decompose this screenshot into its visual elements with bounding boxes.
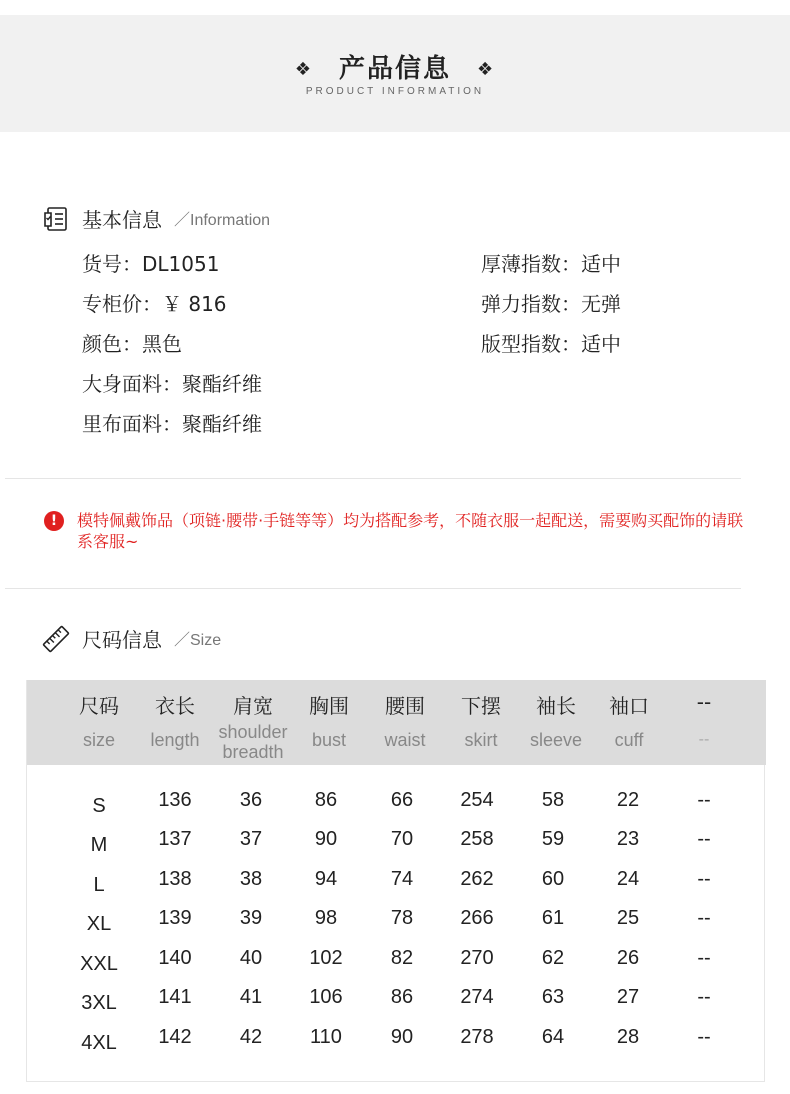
cell-cuff: 28 [616, 1026, 640, 1048]
cell-skirt: 266 [460, 907, 494, 929]
cell-cuff: 22 [616, 789, 640, 811]
cell-bust: 110 [310, 1026, 342, 1048]
cell-waist: 70 [390, 828, 414, 850]
cell-waist: 78 [390, 907, 414, 929]
cell-cuff: 23 [616, 828, 640, 850]
cell-sleeve: 64 [541, 1026, 565, 1048]
cell-skirt: 274 [460, 986, 494, 1008]
cell-bust: 102 [309, 947, 343, 969]
cell-shoulder: 39 [239, 907, 263, 929]
table-row [27, 938, 766, 978]
cell-shoulder: 38 [239, 868, 263, 890]
cell-size: 4XL [81, 1032, 117, 1054]
table-row [27, 859, 766, 899]
cell-sleeve: 60 [541, 868, 565, 890]
cell-size: XL [86, 913, 112, 935]
info-item-thickness: 厚薄指数：适中 [481, 252, 621, 276]
info-item-lining-fabric: 里布面料：聚酯纤维 [82, 412, 262, 436]
cell-length: 138 [158, 868, 192, 890]
cell-shoulder: 41 [239, 986, 263, 1008]
cell-sleeve: 59 [541, 828, 565, 850]
cell-size: S [92, 795, 106, 817]
cell-size: 3XL [81, 992, 117, 1014]
basic-info-heading [42, 204, 270, 233]
cell-cuff: 26 [616, 947, 640, 969]
size-table [26, 680, 765, 1082]
info-item-color: 颜色：黑色 [82, 332, 182, 356]
cell-shoulder: 36 [239, 789, 263, 811]
cell-waist: 86 [390, 986, 414, 1008]
table-row [27, 898, 766, 938]
info-item-price: 专柜价：￥ 816 [82, 292, 227, 316]
table-row [27, 819, 766, 859]
cell-size: M [90, 834, 108, 856]
cell-sleeve: 63 [541, 986, 565, 1008]
cell-cuff: 27 [616, 986, 640, 1008]
cell-skirt: 258 [460, 828, 494, 850]
divider [5, 588, 741, 589]
cell-length: 137 [158, 828, 192, 850]
size-info-title: 尺码信息 [82, 628, 162, 652]
cell-skirt: 278 [460, 1026, 494, 1048]
cell-waist: 66 [390, 789, 414, 811]
info-item-sku: 货号：DL1051 [82, 252, 220, 276]
cell-cuff: 25 [616, 907, 640, 929]
notice-text: 模特佩戴饰品（项链·腰带·手链等等）均为搭配参考，不随衣服一起配送，需要购买配饰的请联系客服~ [77, 511, 744, 551]
basic-info-subtitle: ／Information [174, 212, 271, 229]
size-table-header: 尺码 size 衣长 length 肩宽 shoulder breadth 胸围 bust 腰围 waist 下摆 skirt 袖长 sleeve 袖口 cuff -- -- [27, 680, 766, 765]
table-row [27, 780, 766, 820]
cell-extra: -- [697, 828, 711, 850]
cell-skirt: 262 [460, 868, 494, 890]
cell-extra: -- [697, 1026, 711, 1048]
cell-skirt: 270 [460, 947, 494, 969]
cell-extra: -- [697, 868, 711, 890]
table-row [27, 1017, 766, 1057]
basic-info-title: 基本信息 [82, 208, 162, 232]
cell-size: XXL [80, 953, 118, 975]
cell-bust: 90 [314, 828, 338, 850]
cell-skirt: 254 [460, 789, 494, 811]
diamond-ornament-left-icon: ❖ [294, 59, 313, 80]
ruler-icon [42, 625, 70, 653]
document-list-icon [42, 205, 70, 233]
page-subtitle: PRODUCT INFORMATION [305, 86, 485, 97]
cell-bust: 94 [314, 868, 338, 890]
cell-extra: -- [697, 789, 711, 811]
basic-info-left-list [82, 244, 262, 444]
cell-shoulder: 42 [239, 1026, 263, 1048]
cell-shoulder: 40 [239, 947, 263, 969]
cell-length: 141 [158, 986, 192, 1008]
cell-cuff: 24 [616, 868, 640, 890]
cell-waist: 82 [390, 947, 414, 969]
page-title: 产品信息 [338, 54, 451, 84]
cell-size: L [93, 874, 105, 896]
cell-extra: -- [697, 947, 711, 969]
info-item-elasticity: 弹力指数：无弹 [481, 292, 621, 316]
cell-length: 140 [158, 947, 192, 969]
exclamation-circle-icon: ! [44, 511, 64, 531]
basic-info-right-list [481, 244, 621, 364]
table-row [27, 977, 766, 1017]
page-title-row [0, 48, 790, 85]
cell-sleeve: 58 [541, 789, 565, 811]
cell-waist: 90 [390, 1026, 414, 1048]
cell-bust: 86 [314, 789, 338, 811]
cell-length: 139 [158, 907, 192, 929]
size-info-subtitle: ／Size [174, 632, 222, 649]
cell-extra: -- [697, 907, 711, 929]
cell-extra: -- [697, 986, 711, 1008]
cell-bust: 106 [309, 986, 343, 1008]
cell-length: 142 [158, 1026, 192, 1048]
cell-shoulder: 37 [239, 828, 263, 850]
cell-sleeve: 62 [541, 947, 565, 969]
divider [5, 478, 741, 479]
cell-sleeve: 61 [541, 907, 565, 929]
size-info-heading [42, 624, 221, 653]
cell-waist: 74 [390, 868, 414, 890]
info-item-outer-fabric: 大身面料：聚酯纤维 [82, 372, 262, 396]
cell-bust: 98 [314, 907, 338, 929]
diamond-ornament-right-icon: ❖ [477, 59, 496, 80]
accessory-notice [44, 510, 764, 552]
cell-length: 136 [158, 789, 192, 811]
info-item-fit: 版型指数：适中 [481, 332, 621, 356]
